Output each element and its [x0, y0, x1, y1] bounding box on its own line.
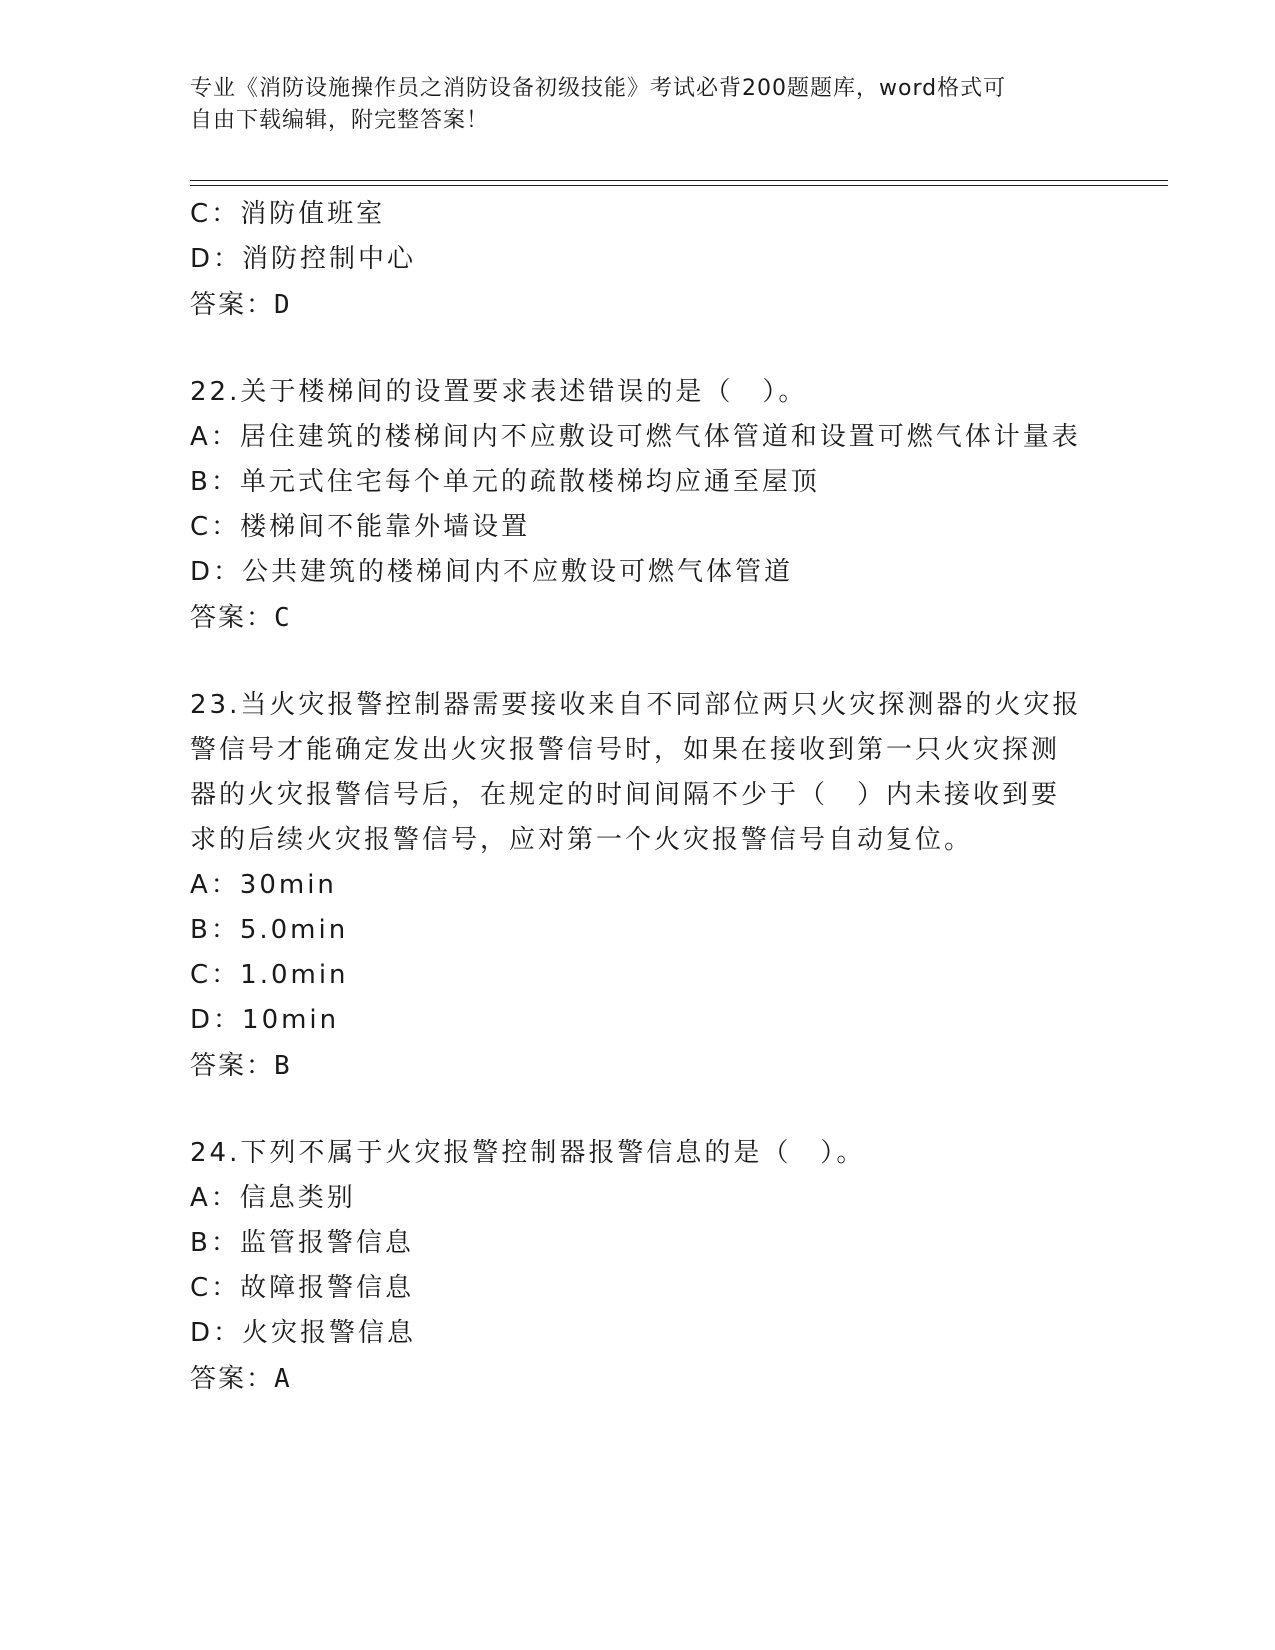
answer-value: A — [274, 1364, 292, 1394]
option-d: D：公共建筑的楼梯间内不应敷设可燃气体管道 — [190, 557, 794, 587]
header-divider-bottom — [190, 185, 1168, 186]
option-c: C：楼梯间不能靠外墙设置 — [190, 512, 531, 542]
option-b: B：5.0min — [190, 915, 349, 945]
answer-label: 答案： — [190, 290, 275, 320]
option-c: C：1.0min — [190, 960, 349, 990]
answer-value: C — [274, 603, 292, 633]
option-c: C：故障报警信息 — [190, 1273, 415, 1303]
question-stem-line-3: 器的火灾报警信号后，在规定的时间间隔不少于（ ）内未接收到要 — [190, 780, 1061, 810]
question-22 — [190, 370, 1090, 641]
option-b: B：监管报警信息 — [190, 1228, 414, 1258]
answer-line — [190, 282, 1090, 328]
document-header — [190, 73, 1090, 137]
question-24 — [190, 1131, 1090, 1402]
answer-value: D — [274, 290, 292, 320]
header-line-2: 自由下载编辑，附完整答案！ — [190, 108, 490, 133]
option-d: D：10min — [190, 1005, 340, 1035]
option-a: A：30min — [190, 870, 337, 900]
question-stem-line-1: 23.当火灾报警控制器需要接收来自不同部位两只火灾探测器的火灾报 — [190, 690, 1082, 720]
previous-question-tail — [190, 192, 1090, 328]
option-a: A：信息类别 — [190, 1183, 356, 1213]
question-stem: 24.下列不属于火灾报警控制器报警信息的是（ ）。 — [190, 1138, 866, 1168]
answer-line — [190, 1356, 1090, 1402]
answer-label: 答案： — [190, 1051, 275, 1081]
question-stem-line-4: 求的后续火灾报警信号，应对第一个火灾报警信号自动复位。 — [190, 825, 974, 855]
answer-label: 答案： — [190, 1364, 275, 1394]
option-c: C：消防值班室 — [190, 199, 386, 229]
option-b: B：单元式住宅每个单元的疏散楼梯均应通至屋顶 — [190, 467, 820, 497]
answer-value: B — [274, 1051, 292, 1081]
header-line-1: 专业《消防设施操作员之消防设备初级技能》考试必背200题题库，word格式可 — [190, 76, 1007, 101]
document-body — [190, 192, 1090, 1402]
answer-label: 答案： — [190, 603, 275, 633]
header-divider-top — [190, 180, 1168, 181]
answer-line — [190, 595, 1090, 641]
option-d: D：消防控制中心 — [190, 244, 417, 274]
option-d: D：火灾报警信息 — [190, 1318, 417, 1348]
answer-line — [190, 1043, 1090, 1089]
question-stem-line-2: 警信号才能确定发出火灾报警信号时，如果在接收到第一只火灾探测 — [190, 735, 1061, 765]
question-stem: 22.关于楼梯间的设置要求表述错误的是（ ）。 — [190, 377, 808, 407]
option-a: A：居住建筑的楼梯间内不应敷设可燃气体管道和设置可燃气体计量表 — [190, 422, 1081, 452]
question-23 — [190, 683, 1090, 1089]
